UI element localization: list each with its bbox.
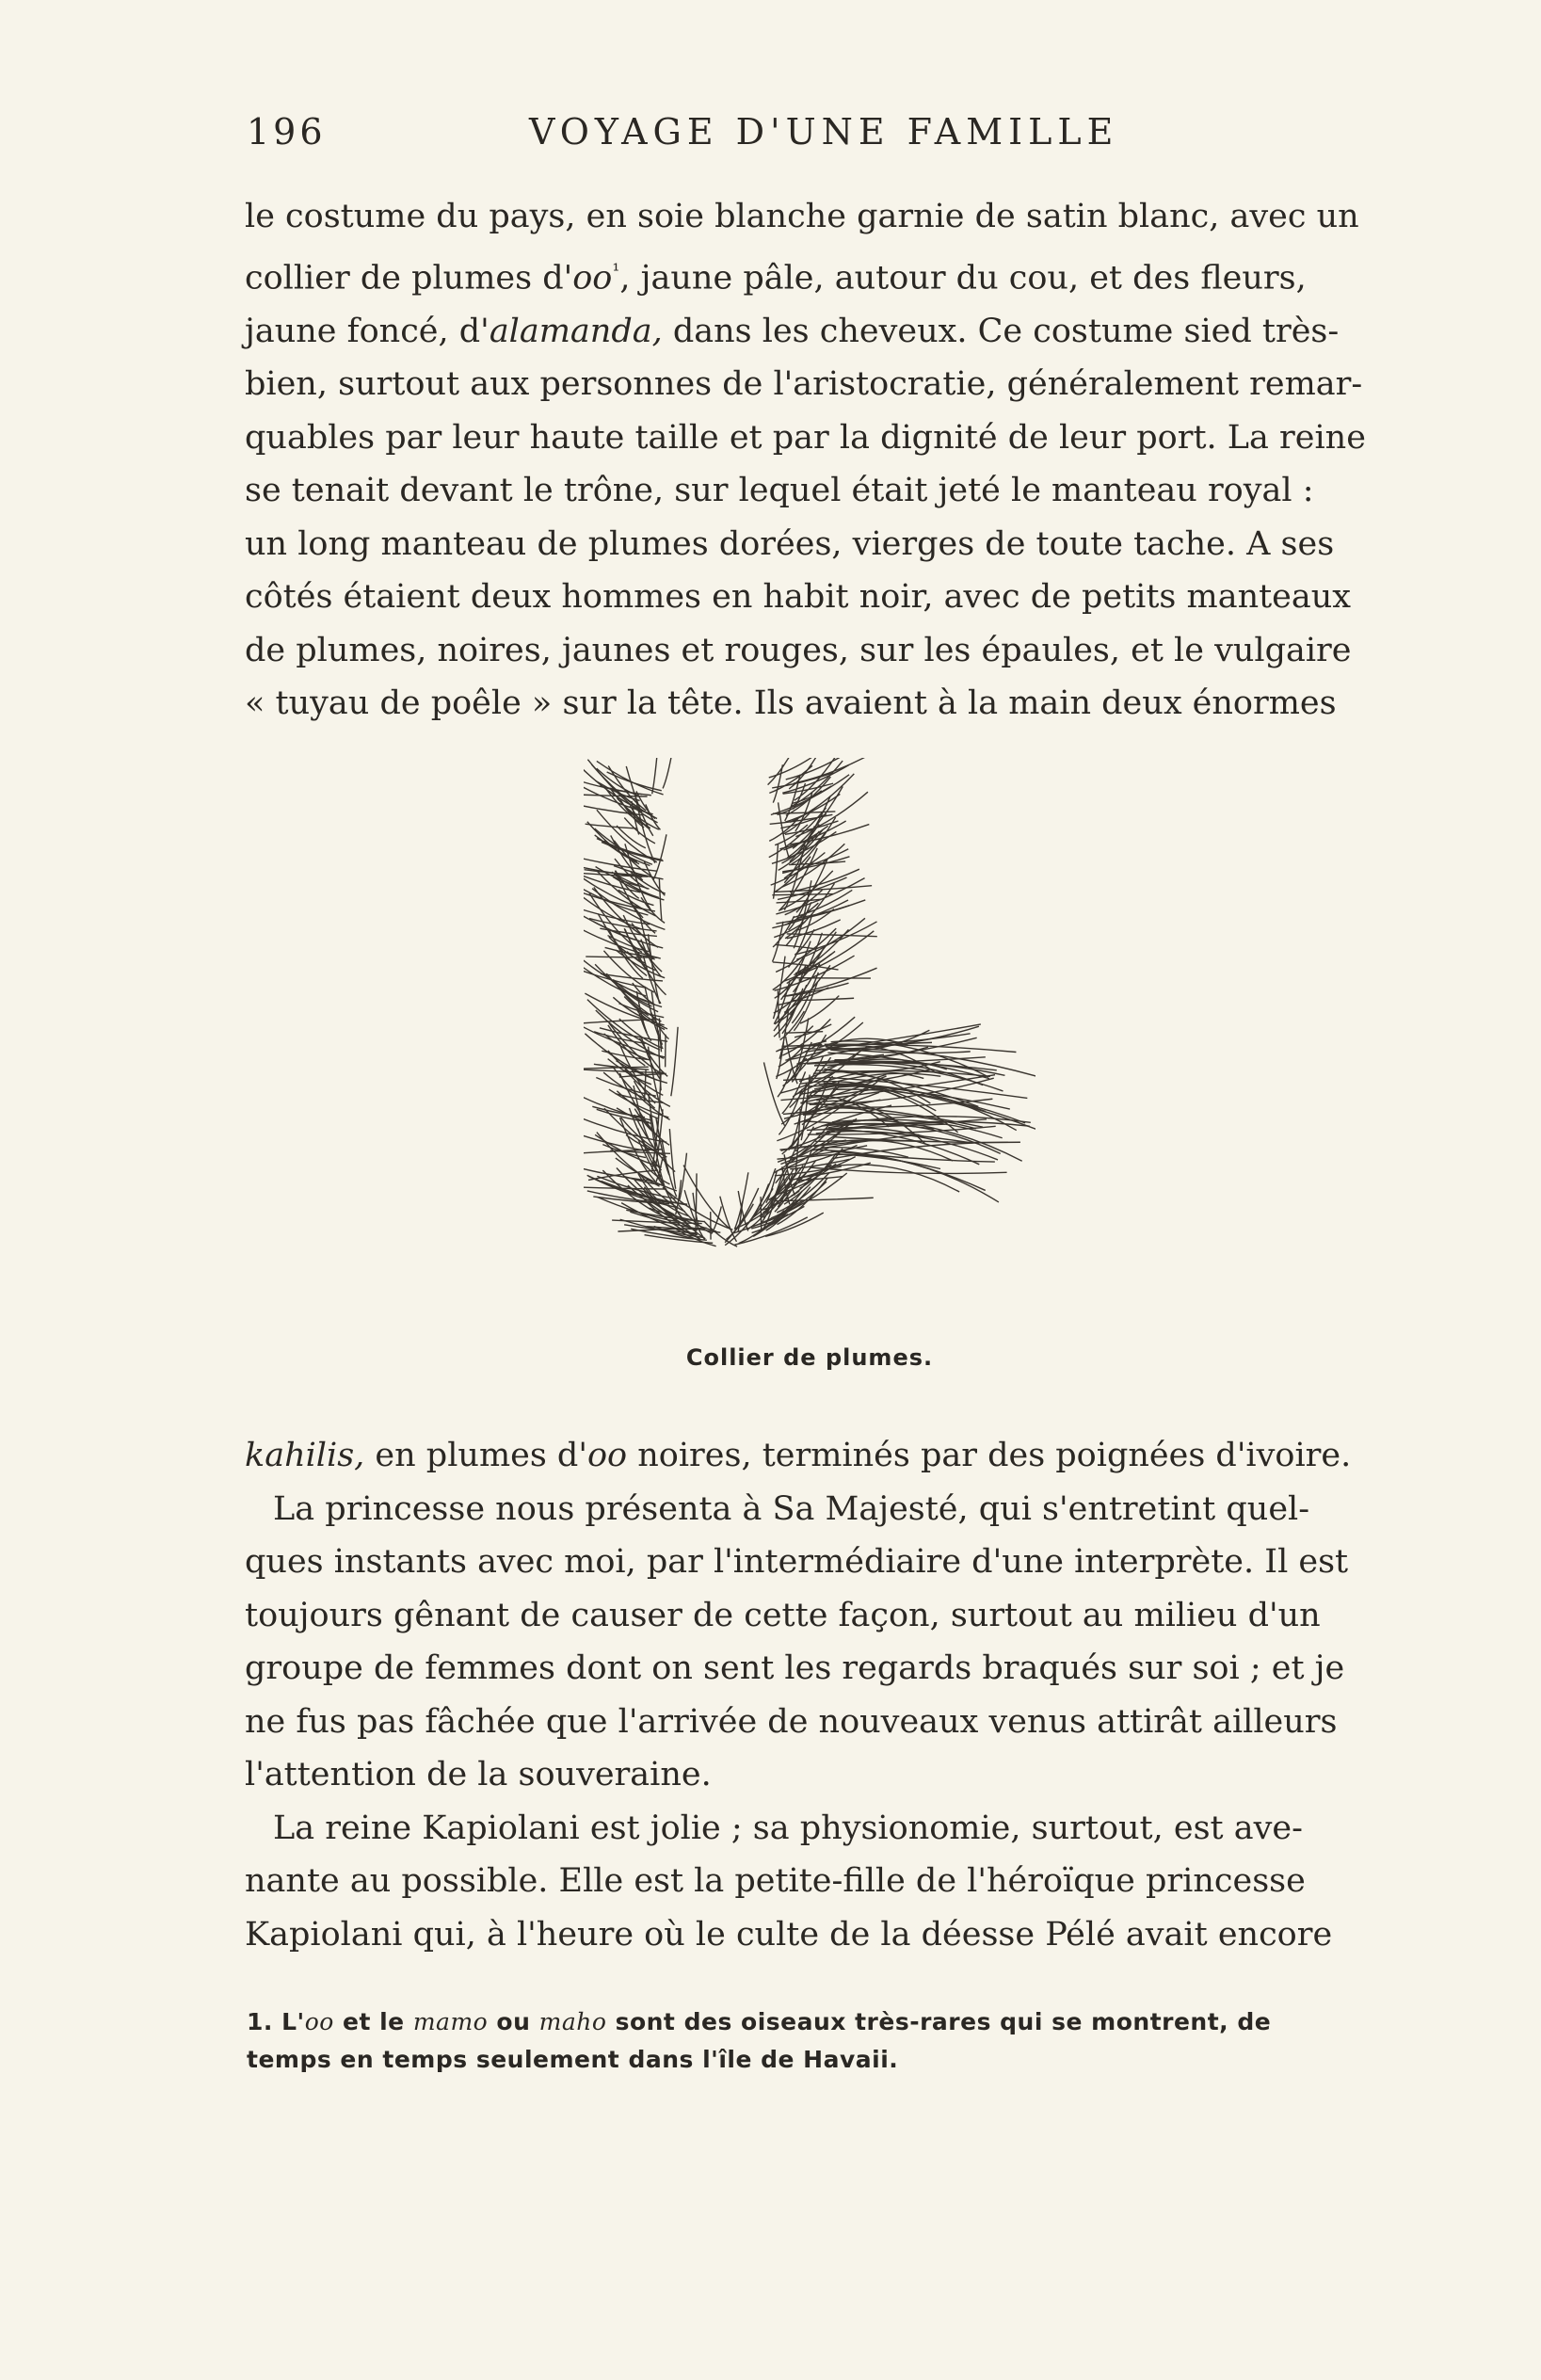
text-line: le costume du pays, en soie blanche garnie de satin blanc, avec un [245, 198, 1359, 235]
text-line: de plumes, noires, jaunes et rouges, sur les épaules, et le vulgaire [245, 631, 1352, 669]
paragraph-top [245, 190, 1405, 731]
text-line: kahilis, en plumes d'oo noires, terminés par des poignées d'ivoire. [245, 1437, 1352, 1474]
text-line: l'attention de la souveraine. [245, 1756, 712, 1793]
page-header [247, 111, 1403, 168]
feather-stroke [786, 758, 847, 780]
feather-stroke [653, 834, 666, 880]
feather-stroke [720, 1197, 737, 1242]
text-line: « tuyau de poêle » sur la tête. Ils avaient à la main deux énormes [245, 684, 1337, 723]
text-line: groupe de femmes dont on sent les regards braqués sur soi ; et je [245, 1649, 1345, 1687]
feather-stroke [772, 894, 833, 895]
feather-stroke [769, 758, 812, 778]
text-line: ne fus pas fâchée que l'arrivée de nouveaux venus attirât ailleurs [245, 1702, 1338, 1741]
feather-stroke [761, 1197, 762, 1230]
text-line: toujours gênant de causer de cette façon, surtout au milieu d'un [245, 1596, 1321, 1634]
feather-stroke [790, 869, 859, 892]
feather-stroke [763, 1062, 784, 1125]
paragraph-bottom [245, 1429, 1405, 1961]
feather-stroke [816, 1132, 998, 1160]
figure-caption: Collier de plumes. [685, 1344, 934, 1371]
text-line: Kapiolani qui, à l'heure où le culte de la déesse Pélé avait encore [245, 1915, 1333, 1954]
text-line: ques instants avec moi, par l'intermédiaire d'une interprète. Il est [245, 1543, 1349, 1581]
feather-stroke [696, 1173, 697, 1236]
text-line: nante au possible. Elle est la petite-fille de l'héroïque princesse [245, 1862, 1306, 1900]
feather-stroke [815, 1141, 925, 1142]
text-line: un long manteau de plumes dorées, vierges de toute tache. A ses [245, 524, 1335, 563]
feather-stroke [826, 1047, 971, 1053]
footnote-line: temps en temps seulement dans l'île de Havaii. [247, 2046, 899, 2073]
feather-stroke [663, 758, 671, 788]
feather-stroke [773, 764, 782, 802]
text-line: La princesse nous présenta à Sa Majesté, qui s'entretint quel- [273, 1489, 1310, 1528]
footnote-line: 1. L'oo et le mamo ou maho sont des oiseaux très-rares qui se montrent, de [247, 2008, 1272, 2035]
running-title: VOYAGE D'UNE FAMILLE [529, 111, 1119, 153]
text-line: bien, surtout aux personnes de l'aristocratie, généralement remar- [245, 365, 1363, 404]
feather-stroke [671, 1027, 678, 1096]
text-line: jaune foncé, d'alamanda, dans les cheveux. Ce costume sied très- [245, 312, 1340, 350]
text-line: quables par leur haute taille et par la dignité de leur port. La reine [245, 418, 1366, 457]
text-line: se tenait devant le trône, sur lequel était jeté le manteau royal : [245, 472, 1314, 510]
footnote-ref: ¹ [612, 258, 620, 281]
text-line: La reine Kapiolani est jolie ; sa physionomie, surtout, est ave- [273, 1809, 1303, 1847]
page-number: 196 [247, 111, 327, 153]
feather-collar-illustration [584, 758, 1035, 1313]
text-line: côtés étaient deux hommes en habit noir, avec de petits manteaux [245, 578, 1352, 617]
feather-stroke [610, 1150, 670, 1153]
feather-collar-drawing [584, 758, 1035, 1313]
footnote [247, 2003, 1403, 2079]
feather-stroke [776, 945, 816, 949]
text-line: collier de plumes $d'oo^{^1}$, jaune pâle, autour du cou, et des fleurs, [245, 258, 1307, 298]
feather-stroke [618, 890, 654, 905]
